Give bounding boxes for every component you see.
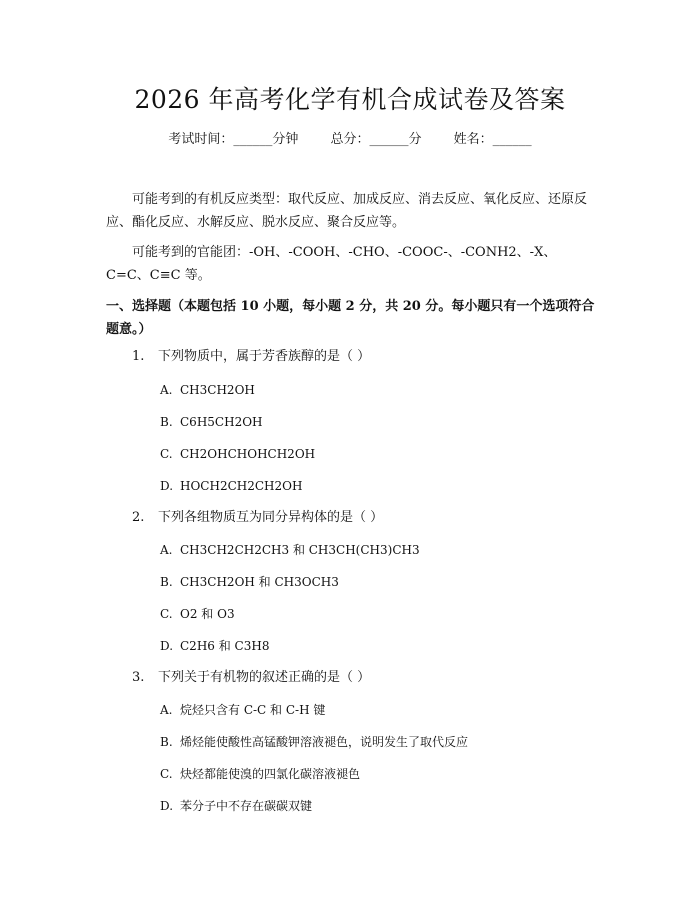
option-letter: C.	[160, 767, 173, 781]
option-2a	[160, 540, 420, 560]
question-3	[132, 668, 370, 688]
option-letter: A.	[160, 543, 173, 557]
option-1c	[160, 444, 315, 464]
option-text: 烷烃只含有 C-C 和 C-H 键	[180, 703, 326, 717]
option-2b	[160, 572, 339, 592]
option-3a	[160, 700, 325, 720]
option-text: O2 和 O3	[180, 607, 235, 621]
option-letter: D.	[160, 799, 174, 813]
total-score-field: 总分：______分	[330, 132, 422, 147]
option-letter: B.	[160, 415, 173, 429]
question-number: 2.	[132, 510, 145, 525]
option-letter: B.	[160, 575, 173, 589]
option-text: C2H6 和 C3H8	[180, 639, 270, 653]
option-1a	[160, 380, 255, 400]
question-number: 3.	[132, 670, 145, 685]
option-letter: C.	[160, 607, 173, 621]
exam-time-field: 考试时间：______分钟	[168, 132, 299, 147]
question-text: 下列各组物质互为同分异构体的是（ ）	[158, 510, 384, 525]
option-text: 烯烃能使酸性高锰酸钾溶液褪色，说明发生了取代反应	[180, 735, 469, 749]
option-letter: D.	[160, 639, 174, 653]
question-1	[132, 347, 370, 367]
option-1d	[160, 476, 302, 496]
option-letter: A.	[160, 383, 173, 397]
option-letter: D.	[160, 479, 174, 493]
student-name-field: 姓名：______	[453, 132, 532, 147]
option-letter: A.	[160, 703, 173, 717]
section-heading-multiple-choice: 一、选择题（本题包括 10 小题，每小题 2 分，共 20 分。每小题只有一个选项符合题意。）	[106, 299, 595, 337]
question-2	[132, 508, 383, 528]
option-text: HOCH2CH2CH2OH	[180, 479, 303, 493]
document-title: 2026 年高考化学有机合成试卷及答案	[134, 85, 566, 114]
option-text: CH3CH2OH	[180, 383, 255, 397]
option-text: CH2OHCHOHCH2OH	[180, 447, 316, 461]
option-text: CH3CH2OH 和 CH3OCH3	[180, 575, 339, 589]
option-1b	[160, 412, 263, 432]
option-3c	[160, 764, 360, 784]
option-text: 苯分子中不存在碳碳双键	[180, 799, 313, 813]
intro-functional-groups: 可能考到的官能团：-OH、-COOH、-CHO、-COOC-、-CONH2、-X、C=C、C≡C 等。	[106, 245, 557, 283]
option-text: CH3CH2CH2CH3 和 CH3CH(CH3)CH3	[180, 543, 420, 557]
option-text: C6H5CH2OH	[180, 415, 263, 429]
option-letter: C.	[160, 447, 173, 461]
option-3b	[160, 732, 468, 752]
option-3d	[160, 796, 312, 816]
option-2c	[160, 604, 235, 624]
option-2d	[160, 636, 269, 656]
question-number: 1.	[132, 349, 145, 364]
option-letter: B.	[160, 735, 173, 749]
question-text: 下列物质中，属于芳香族醇的是（ ）	[158, 349, 371, 364]
option-text: 炔烃都能使溴的四氯化碳溶液褪色	[180, 767, 361, 781]
intro-reaction-types: 可能考到的有机反应类型：取代反应、加成反应、消去反应、氧化反应、还原反应、酯化反应、水解反应、脱水反应、聚合反应等。	[106, 192, 588, 230]
exam-meta-line	[0, 130, 700, 150]
question-text: 下列关于有机物的叙述正确的是（ ）	[158, 670, 371, 685]
